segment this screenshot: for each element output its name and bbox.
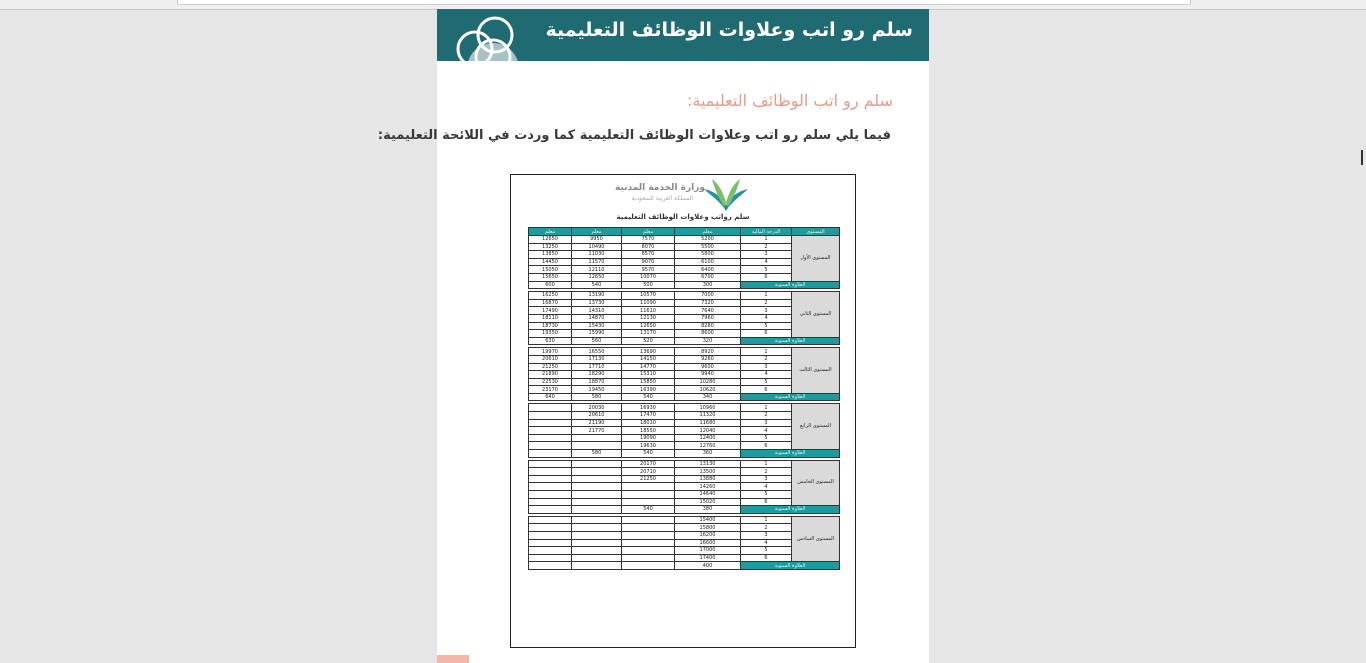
salary-cell: [622, 547, 675, 555]
salary-cell: 17710: [572, 363, 622, 371]
salary-cell: 5500: [675, 243, 741, 251]
salary-cell: 16870: [529, 299, 572, 307]
table-row: [529, 404, 840, 412]
column-header: معلم: [572, 228, 622, 236]
salary-cell: [529, 427, 572, 435]
salary-cell: [529, 539, 572, 547]
salary-table: [528, 227, 840, 570]
annual-raise-row: [529, 506, 840, 514]
annual-raise-label: العلاوة السنوية: [741, 562, 840, 570]
salary-cell: 17000: [675, 547, 741, 555]
salary-cell: [529, 460, 572, 468]
salary-cell: [572, 442, 622, 450]
salary-cell: 15050: [529, 266, 572, 274]
grade-cell: 3: [741, 419, 792, 427]
salary-cell: [622, 531, 675, 539]
salary-cell: [572, 468, 622, 476]
salary-cell: 13170: [622, 330, 675, 338]
grade-cell: 1: [741, 292, 792, 300]
salary-cell: [529, 547, 572, 555]
salary-cell: 20710: [622, 468, 675, 476]
salary-cell: 14310: [572, 307, 622, 315]
grade-cell: 6: [741, 554, 792, 562]
section-heading: سلم رو اتب الوظائف التعليمية:: [686, 91, 893, 110]
raise-cell: 600: [529, 281, 572, 289]
salary-cell: [572, 491, 622, 499]
raise-cell: [572, 506, 622, 514]
table-row: [529, 460, 840, 468]
annual-raise-row: [529, 393, 840, 401]
grade-cell: 2: [741, 299, 792, 307]
annual-raise-row: [529, 281, 840, 289]
salary-cell: 22530: [529, 378, 572, 386]
table-title: سلم رواتب وعلاوات الوظائف التعليمية: [616, 213, 750, 221]
salary-cell: [622, 491, 675, 499]
document-page: [377, 9, 929, 663]
column-header: المستوى: [792, 228, 840, 236]
salary-cell: 14450: [529, 258, 572, 266]
salary-cell: 16930: [622, 404, 675, 412]
salary-cell: 8600: [675, 330, 741, 338]
salary-cell: 17490: [529, 307, 572, 315]
salary-cell: 14770: [622, 363, 675, 371]
salary-cell: 5200: [675, 236, 741, 244]
salary-cell: 12130: [622, 314, 675, 322]
raise-cell: 320: [675, 337, 741, 345]
grade-cell: 5: [741, 322, 792, 330]
salary-cell: 9950: [572, 236, 622, 244]
salary-cell: [529, 468, 572, 476]
raise-cell: 580: [572, 393, 622, 401]
salary-cell: 19350: [529, 330, 572, 338]
grade-cell: 2: [741, 412, 792, 420]
salary-cell: 11570: [572, 258, 622, 266]
grade-cell: 6: [741, 442, 792, 450]
salary-cell: 18010: [622, 419, 675, 427]
salary-cell: [529, 498, 572, 506]
level-name-cell: المستوى الرابع: [792, 404, 840, 450]
raise-cell: [572, 562, 622, 570]
salary-cell: 8070: [622, 243, 675, 251]
column-header: الدرجة المالية: [741, 228, 792, 236]
salary-cell: [622, 524, 675, 532]
grade-cell: 6: [741, 498, 792, 506]
rings-logo-icon: [445, 9, 527, 83]
salary-cell: 10490: [572, 243, 622, 251]
salary-cell: [622, 539, 675, 547]
annual-raise-label: العلاوة السنوية: [741, 450, 840, 458]
salary-cell: 20030: [572, 404, 622, 412]
grade-cell: 5: [741, 547, 792, 555]
salary-cell: 5800: [675, 251, 741, 259]
salary-cell: 7320: [675, 299, 741, 307]
salary-cell: 13730: [572, 299, 622, 307]
salary-cell: 13130: [675, 460, 741, 468]
salary-cell: [572, 547, 622, 555]
grade-cell: 6: [741, 330, 792, 338]
salary-cell: 21770: [572, 427, 622, 435]
annual-raise-row: [529, 562, 840, 570]
annual-raise-label: العلاوة السنوية: [741, 506, 840, 514]
salary-cell: 12110: [572, 266, 622, 274]
column-header: معلم: [622, 228, 675, 236]
grade-cell: 2: [741, 243, 792, 251]
salary-cell: 11090: [622, 299, 675, 307]
ministry-logo-icon: [700, 177, 752, 213]
salary-cell: 11680: [675, 419, 741, 427]
level-name-cell: المستوى الثاني: [792, 292, 840, 338]
level-name-cell: المستوى الخامس: [792, 460, 840, 506]
raise-cell: 400: [675, 562, 741, 570]
grade-cell: 5: [741, 491, 792, 499]
salary-cell: 12760: [675, 442, 741, 450]
grade-cell: 4: [741, 314, 792, 322]
salary-cell: 9070: [622, 258, 675, 266]
grade-cell: 1: [741, 460, 792, 468]
salary-cell: 7640: [675, 307, 741, 315]
grade-cell: 1: [741, 516, 792, 524]
raise-cell: [529, 450, 572, 458]
table-row: [529, 236, 840, 244]
raise-cell: [622, 562, 675, 570]
salary-cell: 19970: [529, 348, 572, 356]
table-row: [529, 292, 840, 300]
salary-cell: 21250: [529, 363, 572, 371]
salary-cell: [622, 498, 675, 506]
column-header: معلم: [675, 228, 741, 236]
salary-cell: 17400: [675, 554, 741, 562]
salary-cell: 14640: [675, 491, 741, 499]
salary-cell: [572, 554, 622, 562]
salary-cell: 20170: [622, 460, 675, 468]
level-name-cell: المستوى الأول: [792, 236, 840, 282]
salary-cell: [572, 498, 622, 506]
salary-cell: 17470: [622, 412, 675, 420]
table-row: [529, 348, 840, 356]
banner-title: سلم رو اتب وعلاوات الوظائف التعليمية: [545, 19, 913, 41]
salary-cell: 13190: [572, 292, 622, 300]
salary-cell: 18870: [572, 378, 622, 386]
grade-cell: 2: [741, 524, 792, 532]
grade-cell: 4: [741, 258, 792, 266]
salary-cell: 21250: [622, 475, 675, 483]
salary-cell: 15650: [529, 273, 572, 281]
salary-cell: 9260: [675, 355, 741, 363]
salary-cell: [529, 554, 572, 562]
salary-cell: [529, 475, 572, 483]
salary-cell: 14870: [572, 314, 622, 322]
salary-cell: 6700: [675, 273, 741, 281]
salary-cell: [529, 483, 572, 491]
grade-cell: 5: [741, 434, 792, 442]
raise-cell: 520: [622, 337, 675, 345]
salary-cell: [529, 404, 572, 412]
grade-cell: 3: [741, 475, 792, 483]
salary-cell: 10280: [675, 378, 741, 386]
salary-cell: 23170: [529, 386, 572, 394]
grade-cell: 4: [741, 539, 792, 547]
salary-cell: 6100: [675, 258, 741, 266]
salary-cell: [572, 434, 622, 442]
salary-cell: 6400: [675, 266, 741, 274]
salary-cell: [529, 412, 572, 420]
salary-cell: [529, 434, 572, 442]
salary-cell: 18290: [572, 371, 622, 379]
page-corner-tag: [437, 655, 469, 663]
salary-cell: 18550: [622, 427, 675, 435]
salary-cell: 20610: [529, 355, 572, 363]
salary-cell: 15020: [675, 498, 741, 506]
salary-cell: 14150: [622, 355, 675, 363]
grade-cell: 4: [741, 483, 792, 491]
salary-cell: [529, 491, 572, 499]
salary-cell: 15310: [622, 371, 675, 379]
salary-cell: 16550: [572, 348, 622, 356]
salary-cell: [622, 554, 675, 562]
raise-cell: 640: [529, 393, 572, 401]
level-name-cell: المستوى السادس: [792, 516, 840, 562]
scanned-salary-scale: [510, 174, 856, 648]
raise-cell: 340: [675, 393, 741, 401]
grade-cell: 6: [741, 386, 792, 394]
grade-cell: 4: [741, 371, 792, 379]
salary-cell: 21890: [529, 371, 572, 379]
grade-cell: 2: [741, 355, 792, 363]
grade-cell: 3: [741, 363, 792, 371]
salary-cell: 16600: [675, 539, 741, 547]
salary-cell: 14260: [675, 483, 741, 491]
column-header: معلم: [529, 228, 572, 236]
grade-cell: 1: [741, 236, 792, 244]
grade-cell: 5: [741, 266, 792, 274]
salary-cell: 20610: [572, 412, 622, 420]
salary-cell: 19630: [622, 442, 675, 450]
raise-cell: 630: [529, 337, 572, 345]
salary-cell: 16250: [529, 292, 572, 300]
salary-cell: 13500: [675, 468, 741, 476]
raise-cell: [529, 562, 572, 570]
salary-cell: 10620: [675, 386, 741, 394]
ministry-subtitle: المملكة العربية السعودية: [631, 195, 693, 202]
salary-cell: 13880: [675, 475, 741, 483]
salary-cell: 18730: [529, 322, 572, 330]
raise-cell: 560: [572, 337, 622, 345]
salary-cell: 13690: [622, 348, 675, 356]
salary-cell: 12650: [622, 322, 675, 330]
salary-cell: [529, 524, 572, 532]
salary-cell: 11030: [572, 251, 622, 259]
raise-cell: [529, 506, 572, 514]
table-header-row: [529, 228, 840, 236]
salary-cell: 15800: [675, 524, 741, 532]
raise-cell: 580: [572, 450, 622, 458]
annual-raise-row: [529, 337, 840, 345]
salary-cell: 10070: [622, 273, 675, 281]
salary-cell: 12650: [572, 273, 622, 281]
grade-cell: 3: [741, 307, 792, 315]
raise-cell: 540: [622, 506, 675, 514]
salary-cell: 16390: [622, 386, 675, 394]
annual-raise-label: العلاوة السنوية: [741, 337, 840, 345]
salary-cell: 12040: [675, 427, 741, 435]
salary-cell: 7960: [675, 314, 741, 322]
raise-cell: 540: [622, 393, 675, 401]
salary-cell: 15850: [622, 378, 675, 386]
salary-cell: 19450: [572, 386, 622, 394]
salary-cell: 8280: [675, 322, 741, 330]
grade-cell: 2: [741, 468, 792, 476]
viewer-address-field[interactable]: [177, 0, 1191, 5]
salary-cell: [529, 442, 572, 450]
salary-cell: [572, 539, 622, 547]
grade-cell: 6: [741, 273, 792, 281]
raise-cell: 540: [572, 281, 622, 289]
table-row: [529, 516, 840, 524]
annual-raise-label: العلاوة السنوية: [741, 393, 840, 401]
salary-cell: 13850: [529, 251, 572, 259]
salary-cell: 10570: [622, 292, 675, 300]
salary-cell: 18110: [529, 314, 572, 322]
salary-cell: [572, 483, 622, 491]
salary-cell: 12650: [529, 236, 572, 244]
salary-cell: 19090: [622, 434, 675, 442]
raise-cell: 500: [622, 281, 675, 289]
salary-cell: 11610: [622, 307, 675, 315]
salary-cell: [572, 524, 622, 532]
salary-cell: 15400: [675, 516, 741, 524]
annual-raise-label: العلاوة السنوية: [741, 281, 840, 289]
raise-cell: 380: [675, 506, 741, 514]
salary-cell: 15430: [572, 322, 622, 330]
salary-cell: [529, 516, 572, 524]
grade-cell: 1: [741, 404, 792, 412]
salary-cell: 10960: [675, 404, 741, 412]
salary-cell: 8570: [622, 251, 675, 259]
grade-cell: 5: [741, 378, 792, 386]
raise-cell: 300: [675, 281, 741, 289]
salary-cell: [572, 531, 622, 539]
salary-cell: [572, 460, 622, 468]
salary-cell: [529, 531, 572, 539]
salary-cell: [572, 516, 622, 524]
grade-cell: 3: [741, 531, 792, 539]
intro-paragraph: فيما يلي سلم رو اتب وعلاوات الوظائف التعليمية كما وردت في اللائحة التعليمية:: [377, 128, 891, 143]
salary-cell: 17130: [572, 355, 622, 363]
salary-cell: 21190: [572, 419, 622, 427]
salary-cell: 15990: [572, 330, 622, 338]
salary-cell: 9570: [622, 266, 675, 274]
level-name-cell: المستوى الثالث: [792, 348, 840, 394]
salary-cell: 11320: [675, 412, 741, 420]
grade-cell: 3: [741, 251, 792, 259]
salary-cell: 12400: [675, 434, 741, 442]
raise-cell: 360: [675, 450, 741, 458]
salary-cell: [572, 475, 622, 483]
grade-cell: 1: [741, 348, 792, 356]
salary-cell: 16200: [675, 531, 741, 539]
salary-cell: 9600: [675, 363, 741, 371]
salary-cell: [622, 516, 675, 524]
raise-cell: 540: [622, 450, 675, 458]
salary-cell: 8920: [675, 348, 741, 356]
salary-cell: [622, 483, 675, 491]
salary-cell: 7000: [675, 292, 741, 300]
ministry-name: وزارة الخدمة المدنية: [615, 183, 706, 193]
salary-cell: [529, 419, 572, 427]
annual-raise-row: [529, 450, 840, 458]
salary-cell: 13250: [529, 243, 572, 251]
grade-cell: 4: [741, 427, 792, 435]
salary-cell: 7570: [622, 236, 675, 244]
salary-cell: 9940: [675, 371, 741, 379]
text-cursor: [1361, 150, 1363, 165]
